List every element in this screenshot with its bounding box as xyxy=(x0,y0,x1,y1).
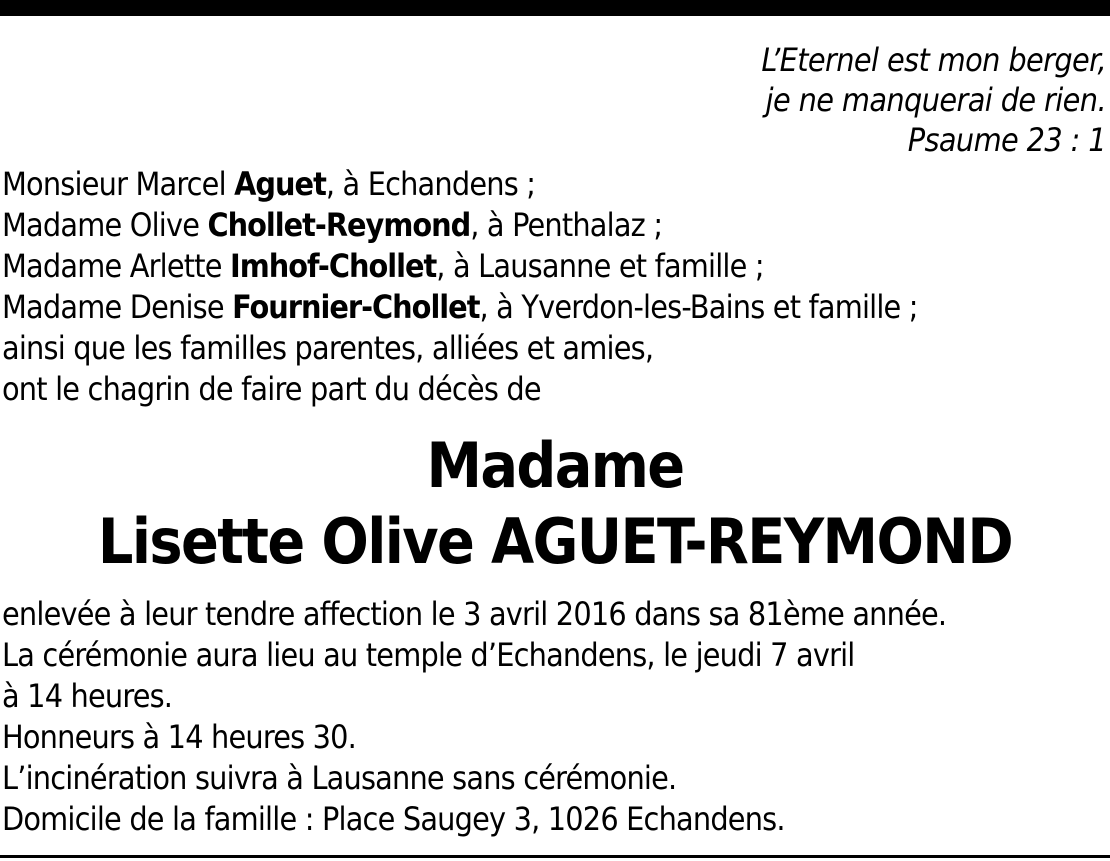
ceremony-details xyxy=(2,594,1102,840)
details-line-4: Honneurs à 14 heures 30. xyxy=(2,718,357,756)
quote-source: Psaume 23 : 1 xyxy=(907,121,1106,159)
details-line-1: enlevée à leur tendre affection le 3 avril 2016 dans sa 81ème année. xyxy=(2,595,947,633)
family-member xyxy=(2,287,1102,328)
scripture-quote xyxy=(506,40,1106,160)
family-member-prefix: Monsieur Marcel xyxy=(2,165,235,203)
details-line-6: Domicile de la famille : Place Saugey 3, 1026 Echandens. xyxy=(2,800,785,838)
family-member xyxy=(2,205,1102,246)
intro-line-1: ainsi que les familles parentes, alliées et amies, xyxy=(2,329,654,367)
details-line-3: à 14 heures. xyxy=(2,677,173,715)
family-member-place: , à Yverdon-les-Bains et famille ; xyxy=(479,288,918,326)
bottom-border-rule xyxy=(0,855,1110,858)
family-member-name: Chollet-Reymond xyxy=(207,206,471,244)
quote-line-2: je ne manquerai de rien. xyxy=(765,81,1106,119)
quote-line-1: L’Eternel est mon berger, xyxy=(761,41,1106,79)
family-member xyxy=(2,246,1102,287)
top-border-rule xyxy=(0,0,1110,16)
deceased-name: Lisette Olive AGUET-REYMOND xyxy=(97,505,1013,578)
details-line-2: La cérémonie aura lieu au temple d’Echandens, le jeudi 7 avril xyxy=(2,636,855,674)
family-member-name: Aguet xyxy=(234,165,326,203)
family-member-place: , à Echandens ; xyxy=(325,165,536,203)
family-member-name: Imhof-Chollet xyxy=(229,247,437,285)
family-member-name: Fournier-Chollet xyxy=(232,288,480,326)
family-member-place: , à Lausanne et famille ; xyxy=(436,247,764,285)
family-member-prefix: Madame Denise xyxy=(2,288,233,326)
intro-line-2: ont le chagrin de faire part du décès de xyxy=(2,370,541,408)
family-member xyxy=(2,164,1102,205)
family-list xyxy=(2,164,1102,410)
details-line-5: L’incinération suivra à Lausanne sans cérémonie. xyxy=(2,759,677,797)
family-member-prefix: Madame Olive xyxy=(2,206,208,244)
deceased-heading xyxy=(0,428,1110,580)
family-member-prefix: Madame Arlette xyxy=(2,247,230,285)
deceased-title: Madame xyxy=(426,429,684,502)
family-member-place: , à Penthalaz ; xyxy=(470,206,663,244)
